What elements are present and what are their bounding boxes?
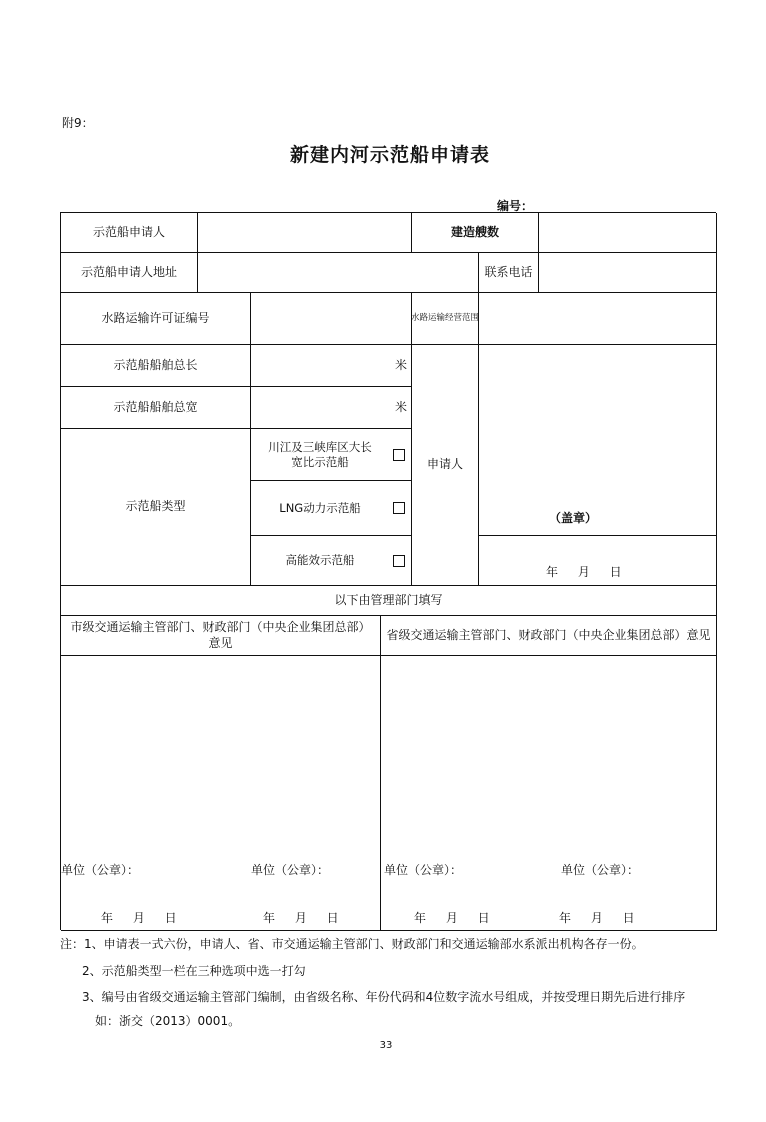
width-unit: 米 [394, 399, 407, 414]
city-review-header: 市级交通运输主管部门、财政部门（中央企业集团总部）意见 [61, 616, 381, 656]
province-seal-2: 单位（公章）： [561, 863, 640, 877]
width-value-cell [251, 387, 412, 429]
type-option-checkbox[interactable] [393, 555, 405, 567]
length-label: 示范船船舶总长 [61, 345, 251, 387]
province-date-2: 年 月 日 [559, 911, 635, 925]
city-seal-2: 单位（公章）： [251, 863, 330, 877]
city-date-1: 年 月 日 [101, 911, 177, 925]
city-review-opinion-cell [61, 656, 381, 931]
type-option-lng [251, 481, 412, 536]
applicant-label: 示范船申请人 [61, 213, 198, 253]
note-3: 3、编号由省级交通运输主管部门编制，由省级名称、年份代码和4位数字流水号组成，并按受理日期先后进行排序 [82, 990, 686, 1004]
business-scope-label: 水路运输经营范围 [411, 312, 480, 323]
width-label: 示范船船舶总宽 [61, 387, 251, 429]
type-option-checkbox[interactable] [393, 502, 405, 514]
address-value-cell [198, 253, 479, 293]
note-1: 注：1、申请表一式六份，申请人、省、市交通运输主管部门、财政部门和交通运输部水系派出机构各存一份。 [60, 937, 644, 951]
note-2: 2、示范船类型一栏在三种选项中选一打勾 [82, 964, 306, 978]
application-form-table [60, 212, 716, 930]
appendix-label: 附9： [62, 116, 94, 130]
review-section-title: 以下由管理部门填写 [61, 586, 717, 616]
length-value-cell [251, 345, 412, 387]
page-title: 新建内河示范船申请表 [290, 144, 491, 166]
license-label: 水路运输许可证编号 [61, 293, 251, 345]
signer-date-cell [479, 536, 717, 586]
type-option-label: 高能效示范船 [285, 553, 355, 568]
business-scope-value-cell [479, 293, 717, 345]
serial-number-label: 编号： [497, 199, 534, 213]
build-count-value-cell [539, 213, 717, 253]
signer-date: 年 月 日 [546, 565, 622, 580]
type-option-label: 川江及三峡库区大长宽比示范船 [268, 439, 372, 469]
type-label: 示范船类型 [61, 429, 251, 586]
page-number: 33 [379, 1040, 393, 1051]
type-option-high-efficiency [251, 536, 412, 586]
stamp-label: （盖章） [549, 511, 598, 526]
province-seal-1: 单位（公章）： [384, 863, 463, 877]
province-review-header: 省级交通运输主管部门、财政部门（中央企业集团总部）意见 [381, 616, 717, 656]
business-scope-label-cell [412, 293, 479, 345]
length-unit: 米 [394, 357, 407, 372]
build-count-label: 建造艘数 [412, 213, 539, 253]
stamp-cell [479, 345, 717, 536]
phone-value-cell [539, 253, 717, 293]
address-label: 示范船申请人地址 [61, 253, 198, 293]
province-date-1: 年 月 日 [414, 911, 490, 925]
city-seal-1: 单位（公章）： [61, 863, 140, 877]
note-3-example: 如：浙交（2013）0001。 [95, 1014, 241, 1028]
city-date-2: 年 月 日 [263, 911, 339, 925]
type-option-large-ratio [251, 429, 412, 481]
license-value-cell [251, 293, 412, 345]
type-option-label: LNG动力示范船 [279, 500, 361, 515]
applicant-value-cell [198, 213, 412, 253]
phone-label: 联系电话 [479, 253, 539, 293]
type-option-checkbox[interactable] [393, 449, 405, 461]
signer-label: 申请人 [412, 345, 479, 586]
province-review-opinion-cell [381, 656, 717, 931]
